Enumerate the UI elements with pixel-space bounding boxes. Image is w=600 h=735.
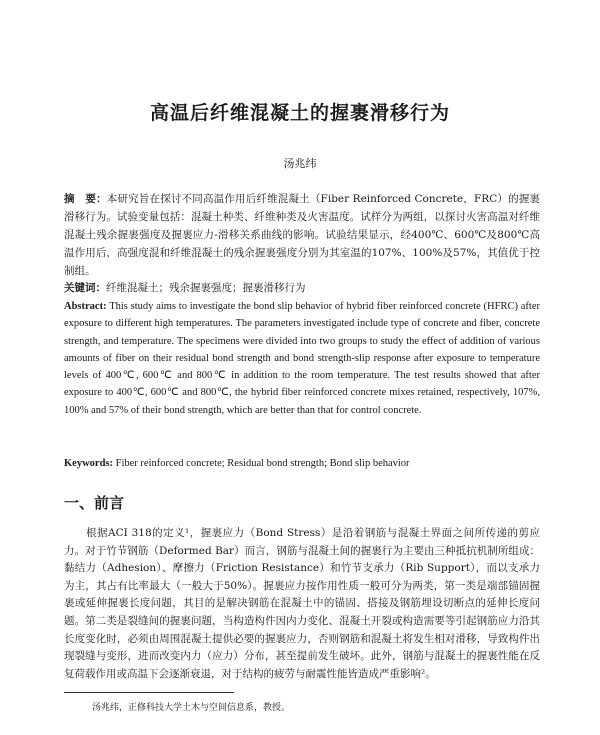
- abstract-chinese-text: 本研究旨在探讨不同高温作用后纤维混凝土（Fiber Reinforced Concrete，FRC）的握裹滑移行为。试验变量包括：混凝土种类、纤维种类及火害温度。试样分为两组，以探讨火害高温对纤维混凝土残余握裹强度及握裹应力-滑移关系曲线的影响。试验结果显示，经400℃、600℃及800℃高温作用后，高强度混和纤维混凝土的残余握裹强度分别为其室温的107%、100%及57%，其值优于控制组。: [64, 193, 541, 277]
- keywords-chinese-text: 纤维混凝土；残余握裹强度；握裹滑移行为: [106, 282, 306, 294]
- keywords-english-label: Keywords:: [64, 458, 113, 469]
- abstract-english-text: This study aims to investigate the bond slip behavior of hybrid fiber reinforced concrete (HFRC) after exposure to different high temperatures. The parameters investigated include type of concrete and fiber, concrete strength, and temperature. The specimens were divided into two groups to study the effect of addition of various amounts of fiber on their residual bond strength and bond strength-slip response after exposure to temperature levels of 400℃, 600℃ and 800℃ in addition to the room temperature. The test results showed that after exposure to 400℃, 600℃ and 800℃, the hybrid fiber reinforced concrete mixes retained, respectively, 107%, 100% and 57% of their bond strength, which are better than that for control concrete.: [64, 301, 541, 416]
- keywords-english-text: Fiber reinforced concrete; Residual bond strength; Bond slip behavior: [115, 458, 410, 469]
- keywords-english: [64, 458, 540, 469]
- abstract-english-label: Abstract:: [64, 301, 107, 312]
- keywords-chinese-label: 关键词：: [64, 282, 106, 294]
- footnote-divider: [64, 692, 234, 693]
- abstract-chinese: [64, 190, 540, 280]
- abstract-chinese-label: 摘 要：: [64, 193, 107, 205]
- introduction-body: 根据ACI 318的定义¹，握裹应力（Bond Stress）是沿着钢筋与混凝土界面之间所传递的剪应力。对于竹节钢筋（Deformed Bar）而言，钢筋与混凝土间的握裹行为主要由三种抵抗机制所组成：黏结力（Adhesion）、摩擦力（Friction Resistance）和竹节支承力（Rib Support），而以支承力为主，其占有比率最大（一般大于50%）。握裹应力按作用性质一般可分为两类，第一类是端部锚固握裹或延伸握裹长度问题，其目的是解决钢筋在混凝土中的锚固、搭接及钢筋埋设切断点的延伸长度问题。第二类是裂缝间的握裹问题，当构造构件因内力变化、混凝土开裂或构造需要等引起钢筋应力沿其长度变化时，必须由周围混凝土提供必要的握裹应力，否则钢筋和混凝土将发生相对滑移，导致构件出现裂缝与变形，进而改变内力（应力）分布，甚至提前发生破坏。此外，钢筋与混凝土的握裹性能在反复荷载作用或高温下会逐渐衰退，对于结构的疲劳与耐震性能皆造成严重影响²。: [64, 527, 540, 680]
- abstract-english: [64, 298, 540, 419]
- author-name: 汤兆纬: [283, 157, 317, 170]
- keywords-chinese: [64, 280, 540, 296]
- paper-title: 高温后纤维混凝土的握裹滑移行为: [149, 102, 450, 124]
- section-heading-introduction: 一、前言: [64, 494, 125, 512]
- author-footnote: 汤兆纬，正修科技大学土木与空间信息系，教授。: [92, 703, 291, 713]
